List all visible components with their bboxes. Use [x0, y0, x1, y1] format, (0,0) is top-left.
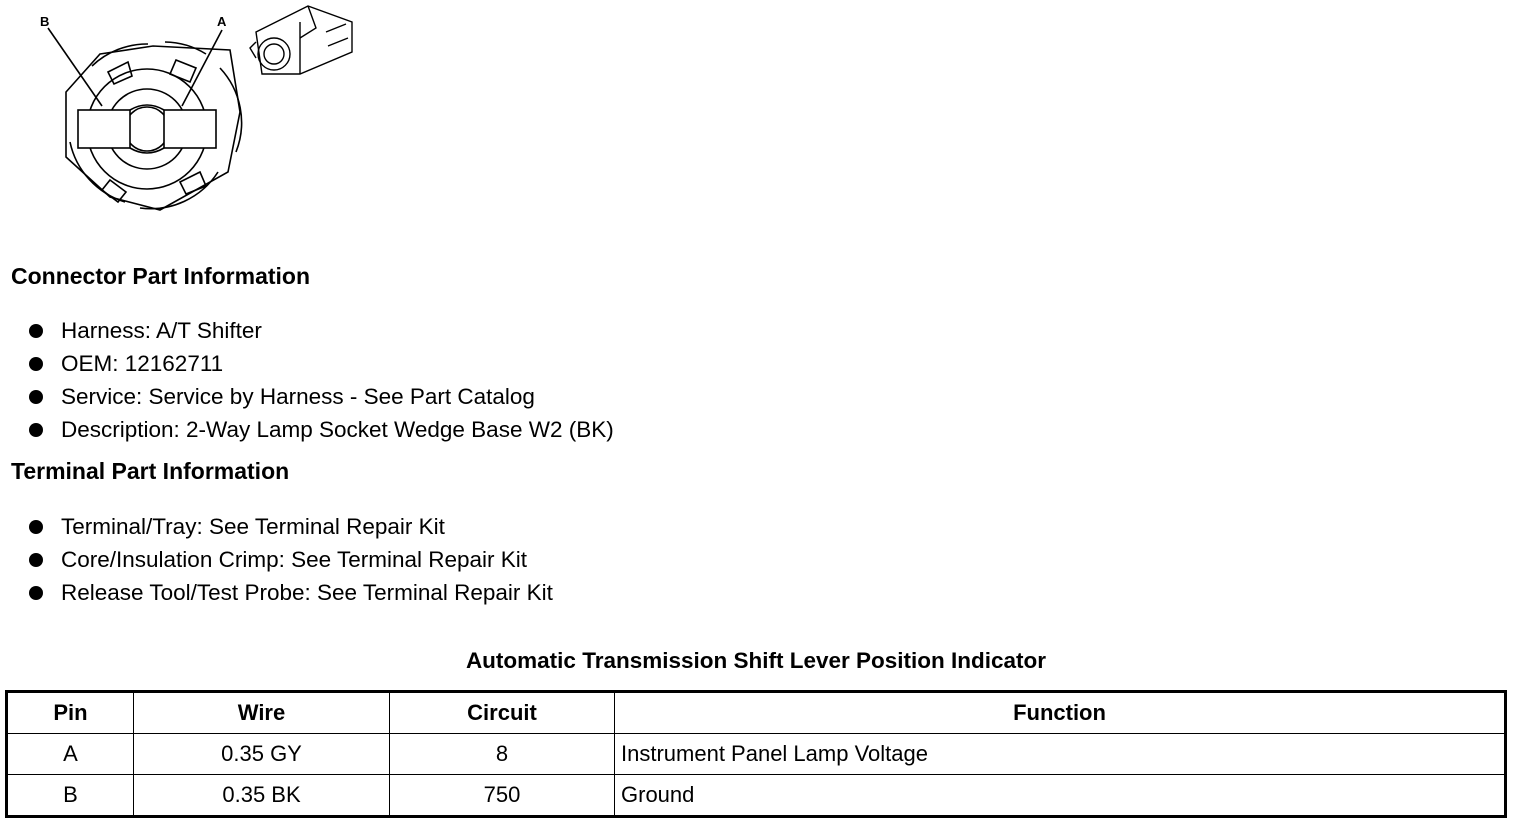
list-item	[29, 413, 614, 446]
bullet-icon	[29, 553, 43, 567]
cell-function: Instrument Panel Lamp Voltage	[615, 734, 1506, 775]
bullet-icon	[29, 324, 43, 338]
pinout-table	[5, 690, 1507, 818]
bullet-icon	[29, 520, 43, 534]
cell-circuit: 8	[390, 734, 615, 775]
cell-circuit: 750	[390, 775, 615, 817]
connector-part-info-list	[29, 314, 614, 446]
header-circuit: Circuit	[390, 692, 615, 734]
table-title: Automatic Transmission Shift Lever Position Indicator	[465, 648, 1047, 673]
list-item	[29, 576, 553, 609]
list-item-text: Core/Insulation Crimp: See Terminal Repair Kit	[61, 547, 528, 572]
pin-label-b: B	[40, 14, 50, 29]
bullet-icon	[29, 586, 43, 600]
cell-wire: 0.35 BK	[134, 775, 390, 817]
cell-pin: A	[7, 734, 134, 775]
list-item	[29, 314, 614, 347]
terminal-part-info-list	[29, 510, 553, 609]
list-item-text: Service: Service by Harness - See Part Catalog	[61, 384, 535, 409]
bullet-icon	[29, 357, 43, 371]
bullet-icon	[29, 390, 43, 404]
header-pin: Pin	[7, 692, 134, 734]
header-function: Function	[615, 692, 1506, 734]
cell-pin: B	[7, 775, 134, 817]
cell-wire: 0.35 GY	[134, 734, 390, 775]
terminal-part-info-heading: Terminal Part Information	[11, 458, 290, 484]
table-row	[7, 734, 1506, 775]
table-header-row	[7, 692, 1506, 734]
connector-part-info-heading: Connector Part Information	[11, 263, 311, 289]
connector-illustration	[30, 2, 370, 232]
list-item-text: OEM: 12162711	[61, 351, 224, 376]
header-wire: Wire	[134, 692, 390, 734]
list-item	[29, 543, 553, 576]
list-item-text: Release Tool/Test Probe: See Terminal Repair Kit	[61, 580, 553, 605]
list-item	[29, 380, 614, 413]
list-item-text: Terminal/Tray: See Terminal Repair Kit	[61, 514, 445, 539]
list-item-text: Harness: A/T Shifter	[61, 318, 262, 343]
cell-function: Ground	[615, 775, 1506, 817]
list-item-text: Description: 2-Way Lamp Socket Wedge Base W2 (BK)	[61, 417, 614, 442]
bullet-icon	[29, 423, 43, 437]
connector-side-view	[250, 6, 352, 74]
pin-label-a: A	[217, 14, 227, 29]
list-item	[29, 510, 553, 543]
list-item	[29, 347, 614, 380]
table-row	[7, 775, 1506, 817]
